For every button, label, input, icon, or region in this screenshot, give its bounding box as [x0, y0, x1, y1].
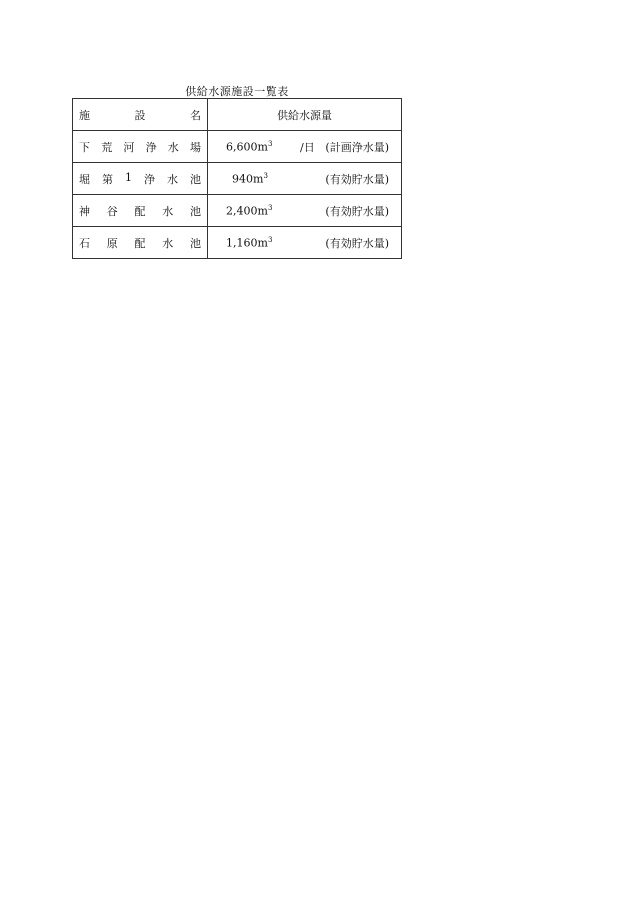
facility-name-char: 原 — [106, 236, 118, 250]
facility-name-char: 水 — [167, 172, 178, 186]
table-row — [73, 163, 402, 195]
volume-amount: $1,160m^3$ — [226, 235, 273, 249]
table-row — [73, 195, 402, 227]
supply-volume-cell — [208, 163, 402, 195]
facility-name-char: 場 — [189, 140, 201, 154]
facility-name-char: 石 — [79, 236, 90, 250]
facility-name-char: 浄 — [144, 172, 155, 186]
supply-volume-header: 供給水源量 — [208, 99, 402, 131]
table-row — [73, 227, 402, 259]
facility-name-char: 神 — [79, 204, 90, 218]
facility-name-char: 水 — [167, 140, 179, 154]
water-source-table — [72, 98, 402, 259]
facility-name-char: 下 — [79, 140, 90, 154]
facility-name-char: 浄 — [145, 140, 157, 154]
facility-name-char: 谷 — [106, 204, 118, 218]
facility-name-header — [73, 99, 208, 131]
facility-name-char: 堀 — [79, 172, 90, 186]
facility-name-header-char: 名 — [190, 108, 201, 122]
facility-name-cell — [73, 131, 208, 163]
facility-name-char: 配 — [134, 204, 146, 218]
unit-exponent: 3 — [263, 171, 268, 180]
volume-amount: $2,400m^3$ — [226, 203, 273, 217]
volume-note: (有効貯水量) — [325, 204, 389, 218]
unit-exponent: 3 — [267, 203, 273, 212]
volume-note: (計画浄水量) — [325, 140, 389, 154]
volume-note: (有効貯水量) — [325, 236, 389, 250]
volume-amount: $940m^3$ — [232, 171, 268, 185]
unit-exponent: 3 — [267, 235, 273, 244]
facility-name-char: 水 — [162, 204, 174, 218]
facility-name-char: 荒 — [101, 140, 113, 154]
supply-volume-cell — [208, 195, 402, 227]
facility-name-char: 河 — [123, 140, 135, 154]
table-header-row — [73, 99, 402, 131]
facility-name-cell — [73, 195, 208, 227]
facility-name-cell — [73, 163, 208, 195]
facility-name-char: 水 — [162, 236, 174, 250]
facility-name-char: 池 — [190, 204, 201, 218]
document-title: 供給水源施設一覧表 — [185, 85, 289, 98]
facility-name-char: 配 — [134, 236, 146, 250]
unit-exponent: 3 — [267, 139, 273, 148]
volume-amount: $6,600m^3$ — [226, 139, 273, 153]
supply-volume-cell — [208, 131, 402, 163]
volume-note: (有効貯水量) — [325, 172, 389, 186]
volume-per-day: /日 — [300, 140, 315, 154]
facility-name-char: 1 — [125, 170, 132, 184]
facility-name-header-char: 施 — [79, 108, 90, 122]
supply-volume-cell — [208, 227, 402, 259]
facility-name-char: 池 — [190, 236, 201, 250]
facility-name-header-char: 設 — [134, 108, 146, 122]
table-row — [73, 131, 402, 163]
facility-name-cell — [73, 227, 208, 259]
facility-name-char: 第 — [102, 172, 113, 186]
facility-name-char: 池 — [190, 172, 201, 186]
